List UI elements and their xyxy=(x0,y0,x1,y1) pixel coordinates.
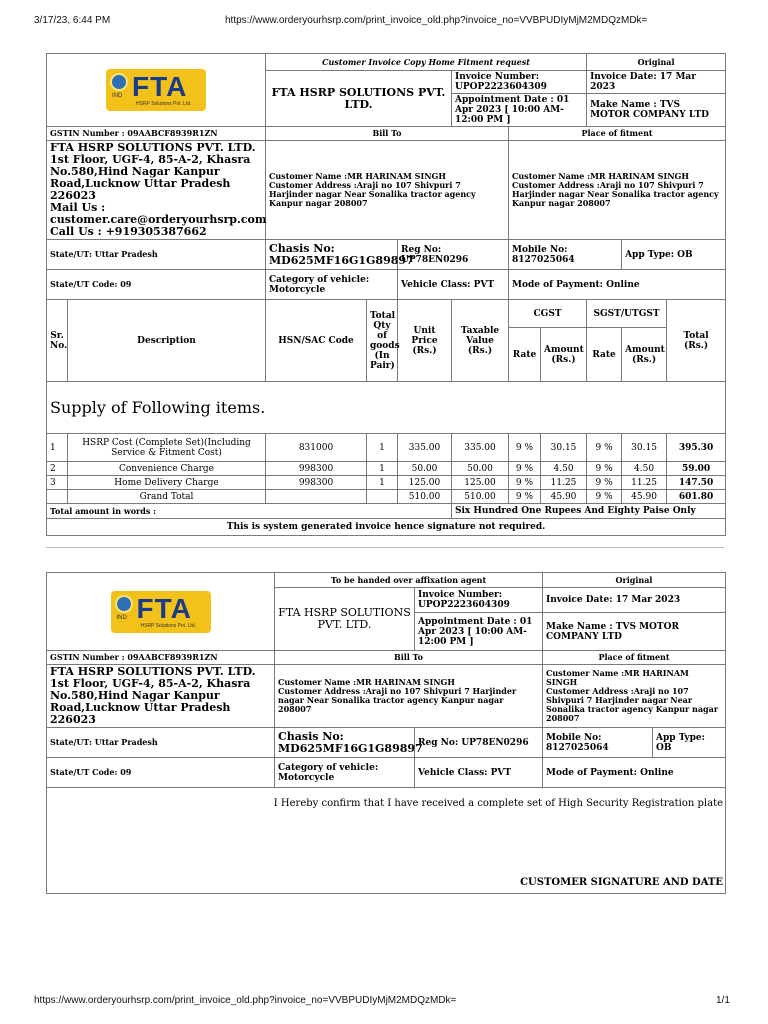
col-header-cgst-rate: Rate xyxy=(509,328,541,382)
print-datetime: 3/17/23, 6:44 PM xyxy=(34,15,111,26)
item-cgst-rate: 9 % xyxy=(509,462,541,476)
emblem-icon xyxy=(115,595,133,613)
item-hsn: 998300 xyxy=(266,476,367,490)
chassis-cell xyxy=(275,728,423,758)
col-header-description: Description xyxy=(68,300,266,382)
grand-total-total: 601.80 xyxy=(667,490,726,504)
print-url-header: https://www.orderyourhsrp.com/print_invoice_old.php?invoice_no=VVBPUDIyMjM2MDQzMDk= xyxy=(225,15,648,26)
app-type: App Type: OB xyxy=(653,728,726,758)
logo-ind: IND xyxy=(112,93,123,99)
grand-total-sgst-amount: 45.90 xyxy=(622,490,667,504)
vehicle-class: Vehicle Class: PVT xyxy=(398,270,509,300)
reg-number: Reg No: UP78EN0296 xyxy=(398,240,509,270)
col-header-hsn: HSN/SAC Code xyxy=(266,300,367,382)
page-count: 1/1 xyxy=(716,995,730,1006)
agent-title: To be handed over affixation agent xyxy=(275,573,543,588)
supply-heading: Supply of Following items. xyxy=(47,382,726,434)
customer-invoice-table xyxy=(46,53,726,536)
item-unit-price: 125.00 xyxy=(398,476,452,490)
chassis-label: Chasis No: xyxy=(278,729,344,743)
payment-mode: Mode of Payment: Online xyxy=(509,270,726,300)
item-cgst-amount: 11.25 xyxy=(541,476,587,490)
words-label: Total amount in words : xyxy=(47,504,452,519)
fitment-details xyxy=(509,141,726,240)
item-sr: 2 xyxy=(47,462,68,476)
reg-number: Reg No: UP78EN0296 xyxy=(415,728,543,758)
grand-total-row xyxy=(47,490,726,504)
category-value: Motorcycle xyxy=(278,772,335,783)
item-hsn: 998300 xyxy=(266,462,367,476)
item-qty: 1 xyxy=(367,462,398,476)
phone-number: Call Us : +919305387662 xyxy=(50,225,207,238)
table-row xyxy=(47,462,726,476)
fitment-details xyxy=(543,665,726,728)
bill-to-details xyxy=(266,141,509,240)
grand-total-taxable: 510.00 xyxy=(452,490,509,504)
grand-total-label: Grand Total xyxy=(68,490,266,504)
category-label: Category of vehicle: xyxy=(278,762,379,773)
state-code: State/UT Code: 09 xyxy=(47,270,266,300)
place-of-fitment-label: Place of fitment xyxy=(509,127,726,141)
confirmation-section xyxy=(47,788,726,894)
invoice-number: Invoice Number: UPOP2223604309 xyxy=(415,588,543,613)
gstin-number: GSTIN Number : 09AABCF8939R1ZN xyxy=(47,127,266,141)
signature-label: CUSTOMER SIGNATURE AND DATE xyxy=(520,877,723,888)
address-line: FTA HSRP SOLUTIONS PVT. LTD. xyxy=(50,141,256,154)
system-generated-note: This is system generated invoice hence signature not required. xyxy=(47,519,726,536)
logo-cell xyxy=(47,54,266,127)
company-address-block xyxy=(47,141,266,240)
item-unit-price: 335.00 xyxy=(398,434,452,462)
place-of-fitment-label: Place of fitment xyxy=(543,651,726,665)
chassis-number: MD625MF16G1G89897 xyxy=(278,741,423,755)
item-qty: 1 xyxy=(367,434,398,462)
address-line: Mail Us : xyxy=(50,201,106,214)
col-header-cgst-amount: Amount (Rs.) xyxy=(541,328,587,382)
item-description: Convenience Charge xyxy=(68,462,266,476)
grand-total-unit: 510.00 xyxy=(398,490,452,504)
col-header-sgst-rate: Rate xyxy=(587,328,622,382)
bill-to-label: Bill To xyxy=(266,127,509,141)
col-header-taxable: Taxable Value (Rs.) xyxy=(452,300,509,382)
item-cgst-amount: 30.15 xyxy=(541,434,587,462)
original-label: Original xyxy=(543,573,726,588)
item-description: HSRP Cost (Complete Set)(Including Service & Fitment Cost) xyxy=(68,434,266,462)
address-line: 1st Floor, UGF-4, 85-A-2, Khasra No.580,Hind Nagar Kanpur Road,Lucknow Uttar Pradesh 226023 xyxy=(50,677,251,726)
state-code: State/UT Code: 09 xyxy=(47,758,275,788)
customer-name: Customer Name :MR HARINAM SINGH xyxy=(546,668,689,687)
chassis-number: MD625MF16G1G89897 xyxy=(269,253,414,267)
invoice-date: Invoice Date: 17 Mar 2023 xyxy=(587,71,726,94)
company-name: FTA HSRP SOLUTIONS PVT. LTD. xyxy=(266,71,452,127)
item-sgst-amount: 30.15 xyxy=(622,434,667,462)
logo-brand: FTA xyxy=(136,592,192,624)
address-line: FTA HSRP SOLUTIONS PVT. LTD. xyxy=(50,665,256,678)
table-row xyxy=(47,476,726,490)
bill-to-label: Bill To xyxy=(275,651,543,665)
item-taxable: 335.00 xyxy=(452,434,509,462)
grand-total-empty xyxy=(367,490,398,504)
invoice-number: Invoice Number: UPOP2223604309 xyxy=(452,71,587,94)
original-label: Original xyxy=(587,54,726,71)
mobile-number: Mobile No: 8127025064 xyxy=(509,240,622,270)
item-qty: 1 xyxy=(367,476,398,490)
item-taxable: 125.00 xyxy=(452,476,509,490)
item-unit-price: 50.00 xyxy=(398,462,452,476)
item-description: Home Delivery Charge xyxy=(68,476,266,490)
company-name: FTA HSRP SOLUTIONS PVT. LTD. xyxy=(275,588,415,651)
company-address-block xyxy=(47,665,275,728)
confirmation-text: I Hereby confirm that I have received a complete set of High Security Registration plate xyxy=(273,798,723,809)
grand-total-sgst-rate: 9 % xyxy=(587,490,622,504)
vehicle-category-cell xyxy=(266,270,398,300)
address-line: 1st Floor, UGF-4, 85-A-2, Khasra No.580,Hind Nagar Kanpur Road,Lucknow Uttar Pradesh 226023 xyxy=(50,153,251,202)
grand-total-empty xyxy=(47,490,68,504)
item-cgst-amount: 4.50 xyxy=(541,462,587,476)
col-header-cgst: CGST xyxy=(509,300,587,328)
customer-address: Customer Address :Araji no 107 Shivpuri 7 Harjinder nagar Near Sonalika tractor agency Kanpur nagar 208007 xyxy=(269,180,476,208)
item-sgst-rate: 9 % xyxy=(587,462,622,476)
chassis-cell xyxy=(266,240,414,270)
fta-logo xyxy=(111,591,211,633)
payment-mode: Mode of Payment: Online xyxy=(543,758,726,788)
item-taxable: 50.00 xyxy=(452,462,509,476)
col-header-sgst: SGST/UTGST xyxy=(587,300,667,328)
logo-cell xyxy=(47,573,275,651)
invoice-date: Invoice Date: 17 Mar 2023 xyxy=(543,588,726,613)
appointment-date: Appointment Date : 01 Apr 2023 [ 10:00 AM-12:00 PM ] xyxy=(452,94,587,127)
logo-subtitle: HSRP Solutions Pvt. Ltd. xyxy=(136,101,192,107)
item-total: 147.50 xyxy=(667,476,726,490)
section-divider xyxy=(46,547,724,548)
col-header-unit-price: Unit Price (Rs.) xyxy=(398,300,452,382)
item-hsn: 831000 xyxy=(266,434,367,462)
customer-name: Customer Name :MR HARINAM SINGH xyxy=(269,171,446,181)
item-sgst-rate: 9 % xyxy=(587,434,622,462)
affixation-agent-table xyxy=(46,572,726,894)
vehicle-class: Vehicle Class: PVT xyxy=(415,758,543,788)
state-ut: State/UT: Uttar Pradesh xyxy=(47,728,275,758)
copy-title: Customer Invoice Copy Home Fitment request xyxy=(266,54,587,71)
vehicle-category-cell xyxy=(275,758,415,788)
grand-total-cgst-rate: 9 % xyxy=(509,490,541,504)
grand-total-empty xyxy=(266,490,367,504)
item-cgst-rate: 9 % xyxy=(509,434,541,462)
col-header-total: Total (Rs.) xyxy=(667,300,726,382)
logo-ind: IND xyxy=(116,614,127,621)
amount-in-words: Six Hundred One Rupees And Eighty Paise Only xyxy=(452,504,726,519)
logo-brand: FTA xyxy=(132,71,188,102)
logo-subtitle: HSRP Solutions Pvt. Ltd. xyxy=(140,622,196,629)
customer-address: Customer Address :Araji no 107 Shivpuri 7 Harjinder nagar Near Sonalika tractor agency Kanpur nagar 208007 xyxy=(512,180,719,208)
print-url-footer: https://www.orderyourhsrp.com/print_invoice_old.php?invoice_no=VVBPUDIyMjM2MDQzMDk= xyxy=(34,995,457,1006)
grand-total-cgst-amount: 45.90 xyxy=(541,490,587,504)
customer-address: Customer Address :Araji no 107 Shivpuri 7 Harjinder nagar Near Sonalika tractor agency Kanpur nagar 208007 xyxy=(546,686,719,723)
app-type: App Type: OB xyxy=(622,240,726,270)
item-sr: 3 xyxy=(47,476,68,490)
table-row xyxy=(47,434,726,462)
item-sgst-rate: 9 % xyxy=(587,476,622,490)
appointment-date: Appointment Date : 01 Apr 2023 [ 10:00 AM-12:00 PM ] xyxy=(415,613,543,651)
chassis-label: Chasis No: xyxy=(269,241,335,255)
item-sgst-amount: 11.25 xyxy=(622,476,667,490)
category-value: Motorcycle xyxy=(269,284,326,295)
gstin-number: GSTIN Number : 09AABCF8939R1ZN xyxy=(47,651,275,665)
customer-name: Customer Name :MR HARINAM SINGH xyxy=(512,171,689,181)
item-total: 395.30 xyxy=(667,434,726,462)
state-ut: State/UT: Uttar Pradesh xyxy=(47,240,266,270)
emblem-icon xyxy=(110,73,128,91)
mobile-number: Mobile No: 8127025064 xyxy=(543,728,653,758)
category-label: Category of vehicle: xyxy=(269,274,370,285)
col-header-qty: Total Qty of goods (In Pair) xyxy=(367,300,398,382)
item-sgst-amount: 4.50 xyxy=(622,462,667,476)
item-sr: 1 xyxy=(47,434,68,462)
col-header-sgst-amount: Amount (Rs.) xyxy=(622,328,667,382)
email-address: customer.care@orderyourhsrp.com xyxy=(50,213,267,226)
make-name: Make Name : TVS MOTOR COMPANY LTD xyxy=(543,613,726,651)
customer-name: Customer Name :MR HARINAM SINGH xyxy=(278,677,455,687)
item-total: 59.00 xyxy=(667,462,726,476)
item-cgst-rate: 9 % xyxy=(509,476,541,490)
customer-address: Customer Address :Araji no 107 Shivpuri 7 Harjinder nagar Near Sonalika tractor agency Kanpur nagar 208007 xyxy=(278,686,517,714)
fta-logo xyxy=(106,69,206,111)
col-header-sr: Sr. No. xyxy=(47,300,68,382)
bill-to-details xyxy=(275,665,543,728)
make-name: Make Name : TVS MOTOR COMPANY LTD xyxy=(587,94,726,127)
